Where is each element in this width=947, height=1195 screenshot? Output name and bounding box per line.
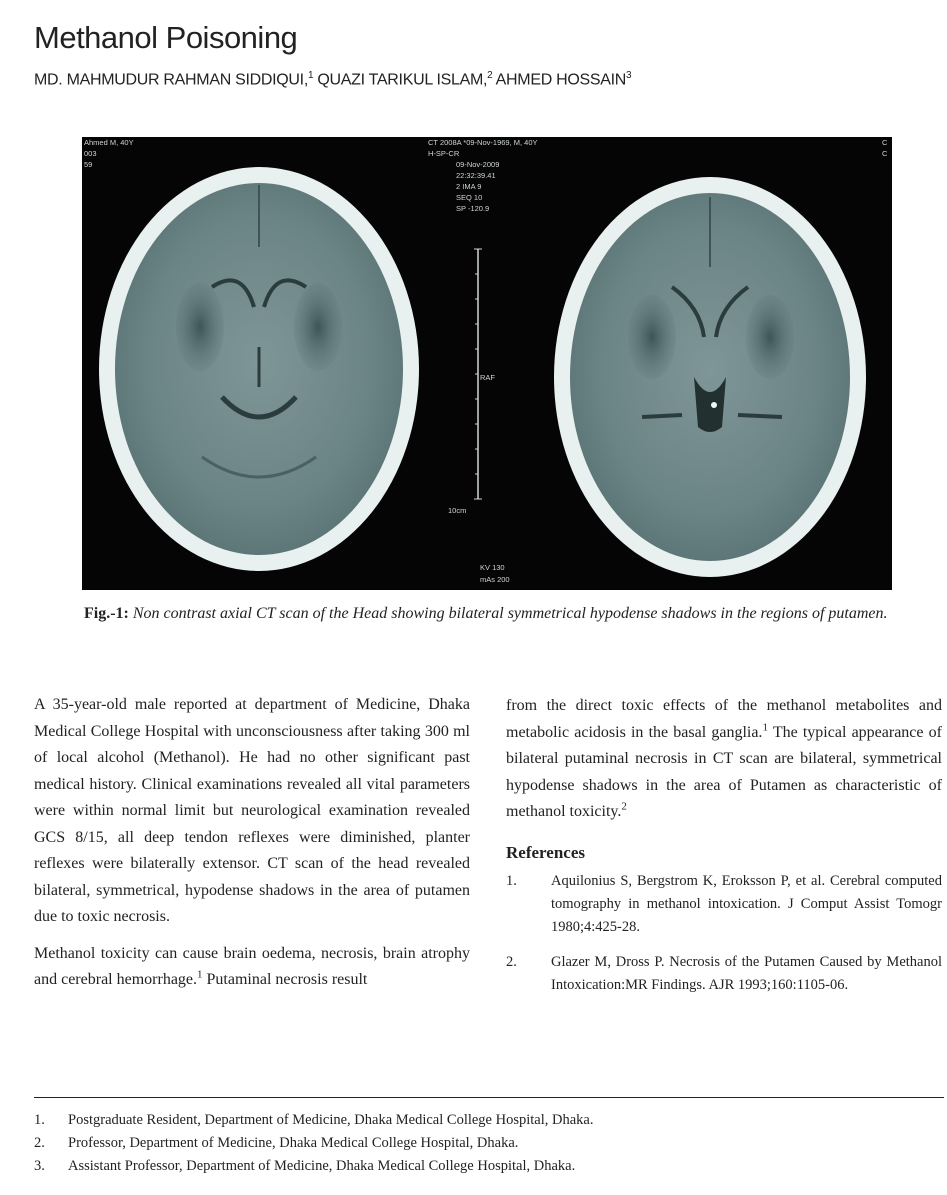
- footnote-item: [34, 1109, 593, 1132]
- body-column-right: [506, 693, 942, 997]
- author-line: [34, 70, 631, 89]
- author-3-affil: 3: [626, 70, 632, 81]
- footnote-item: [34, 1155, 593, 1178]
- footnote-text: Professor, Department of Medicine, Dhaka Medical College Hospital, Dhaka.: [68, 1135, 519, 1151]
- author-3: AHMED HOSSAIN: [495, 71, 627, 89]
- putamen-right-lesion: [294, 283, 342, 371]
- overlay-scale-label: 10cm: [448, 506, 467, 515]
- citation-1b: 1: [762, 721, 768, 734]
- overlay-center-line2: H-SP-CR: [428, 149, 460, 158]
- figure-caption: [84, 601, 894, 626]
- overlay-right-line2: C: [882, 149, 888, 158]
- article-title: Methanol Poisoning: [34, 20, 298, 55]
- footnote-number: 2.: [34, 1135, 45, 1151]
- reference-number: 2.: [506, 954, 517, 970]
- citation-1: 1: [197, 968, 203, 981]
- case-paragraph: A 35-year-old male reported at department of Medicine, Dhaka Medical College Hospital with unconsciousness after taking 300 ml of local alcohol (Methanol). He had no other significant past medical history. Clinical examinations revealed all vital parameters were within normal limit but neurological examination revealed GCS 8/15, all deep tendon reflexes were diminished, planter reflexes were bilaterally extensor. CT scan of the head revealed bilateral, symmetrical, hypodense shadows in the area of putamen due to toxic necrosis.: [34, 696, 470, 925]
- body-column-left: [34, 692, 470, 994]
- ct-scan-image: [82, 137, 892, 590]
- overlay-center-line5: 2 IMA 9: [456, 182, 482, 191]
- putamen-left-lesion: [176, 283, 224, 371]
- overlay-kv: KV 130: [480, 563, 505, 572]
- continued-text-a: from the direct toxic effects of the methanol metabolites and metabolic acidosis in the basal ganglia.: [506, 697, 942, 741]
- author-1-affil: 1: [307, 70, 314, 81]
- ct-slice-left: [99, 167, 419, 571]
- overlay-mas: mAs 200: [480, 575, 510, 584]
- references-heading: References: [506, 842, 585, 862]
- continued-paragraph: [506, 693, 942, 826]
- footnote-divider: [34, 1097, 944, 1098]
- discussion-tail: Putaminal necrosis result: [202, 971, 368, 988]
- discussion-paragraph: [34, 941, 470, 994]
- overlay-right-line1: C: [882, 138, 888, 147]
- footnote-item: [34, 1132, 593, 1155]
- caption-label: Fig.-1:: [84, 605, 129, 622]
- ct-slice-right: [554, 177, 866, 577]
- author-2: QUAZI TARIKUL ISLAM,: [317, 71, 488, 89]
- footnote-text: Assistant Professor, Department of Medicine, Dhaka Medical College Hospital, Dhaka.: [68, 1158, 576, 1174]
- overlay-center-line6: SEQ 10: [456, 193, 483, 202]
- reference-text: Aquilonius S, Bergstrom K, Eroksson P, et al. Cerebral computed tomography in methanol intoxication. J Comput Assist Tomogr 1980;4:425-28.: [551, 873, 942, 935]
- ct-scan-figure: [82, 137, 892, 590]
- reference-text: Glazer M, Dross P. Necrosis of the Putamen Caused by Methanol Intoxication:MR Findings. AJR 1993;160:1105-06.: [551, 954, 942, 993]
- footnote-number: 3.: [34, 1158, 45, 1174]
- caption-text: Non contrast axial CT scan of the Head showing bilateral symmetrical hypodense shadows in the regions of putamen.: [132, 605, 888, 622]
- reference-number: 1.: [506, 873, 517, 889]
- citation-2: 2: [621, 800, 627, 813]
- overlay-center-line3: 09-Nov-2009: [456, 160, 500, 169]
- overlay-center-line7: SP -120.9: [456, 204, 490, 213]
- author-1: MD. MAHMUDUR RAHMAN SIDDIQUI,: [34, 71, 308, 89]
- overlay-center-line4: 22:32:39.41: [456, 171, 496, 180]
- continued-text-b: The typical appearance of bilateral putaminal necrosis in CT scan are bilateral, symmetrical hypodense shadows in the area of Putamen as characteristic of methanol toxicity.: [506, 723, 943, 820]
- overlay-center-line1: CT 2008A *09-Nov-1969, M, 40Y: [428, 138, 538, 147]
- reference-item: [506, 870, 942, 939]
- overlay-left-line2: 003: [84, 149, 97, 158]
- overlay-left-line1: Ahmed M, 40Y: [84, 138, 134, 147]
- footnote-text: Postgraduate Resident, Department of Medicine, Dhaka Medical College Hospital, Dhaka.: [68, 1112, 594, 1128]
- footnote-number: 1.: [34, 1112, 45, 1128]
- author-2-affil: 2: [487, 70, 493, 81]
- affiliation-footnotes: [34, 1109, 593, 1178]
- overlay-left-line3: 59: [84, 160, 93, 169]
- overlay-raf: RAF: [480, 373, 495, 382]
- reference-item: [506, 951, 942, 997]
- discussion-text: Methanol toxicity can cause brain oedema, necrosis, brain atrophy and cerebral hemorrhage.: [34, 944, 470, 988]
